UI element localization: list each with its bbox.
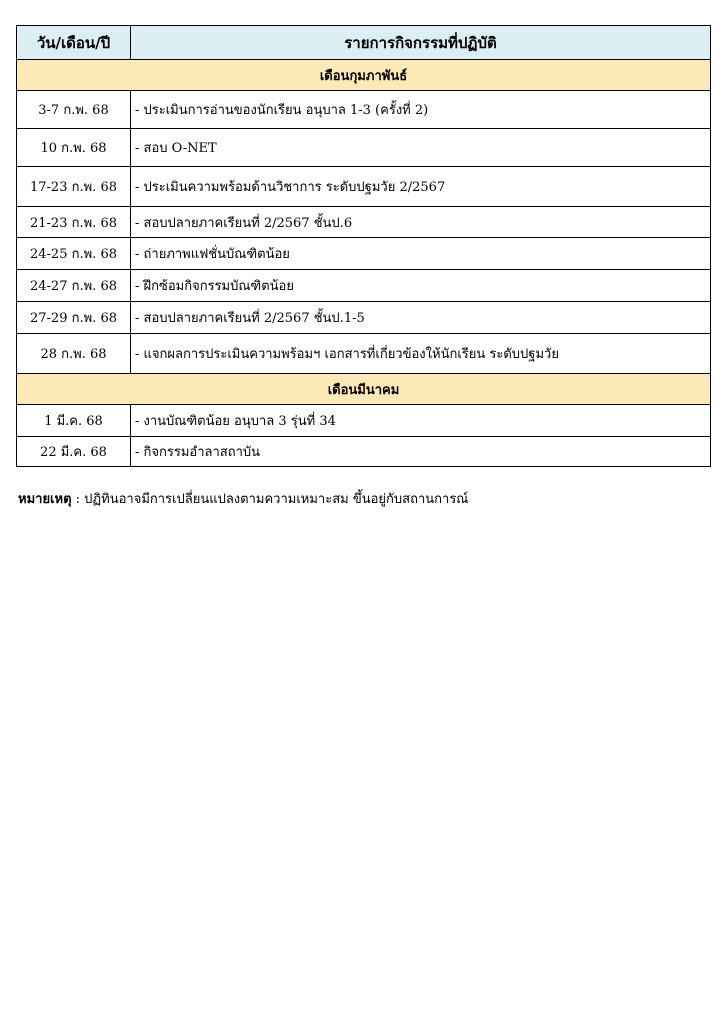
table-row [17,405,711,437]
activity-cell: - ฝึกซ้อมกิจกรรมบัณฑิตน้อย [131,270,711,302]
activity-cell: - ถ่ายภาพแฟชั่นบัณฑิตน้อย [131,238,711,270]
activity-cell: - สอบปลายภาคเรียนที่ 2/2567 ชั้นป.1-5 [131,302,711,334]
date-cell: 21-23 ก.พ. 68 [17,207,131,238]
activity-cell: - กิจกรรมอำลาสถาบัน [131,437,711,467]
activity-cell: - ประเมินการอ่านของนักเรียน อนุบาล 1-3 (ครั้งที่ 2) [131,91,711,129]
schedule-table [16,25,711,467]
table-row [17,207,711,238]
table-row [17,270,711,302]
table-row [17,129,711,167]
header-activity: รายการกิจกรรมที่ปฏิบัติ [131,26,711,60]
header-date: วัน/เดือน/ปี [17,26,131,60]
month-row-february [17,60,711,91]
footnote [18,488,468,509]
date-cell: 24-27 ก.พ. 68 [17,270,131,302]
footnote-label: หมายเหตุ [18,492,72,507]
footnote-text: : ปฏิทินอาจมีการเปลี่ยนแปลงตามความเหมาะสม ขึ้นอยู่กับสถานการณ์ [71,492,469,507]
date-cell: 10 ก.พ. 68 [17,129,131,167]
table-row [17,302,711,334]
date-cell: 24-25 ก.พ. 68 [17,238,131,270]
month-label: เดือนกุมภาพันธ์ [17,60,711,91]
month-label: เดือนมีนาคม [17,374,711,405]
month-row-march [17,374,711,405]
activity-cell: - งานบัณฑิตน้อย อนุบาล 3 รุ่นที่ 34 [131,405,711,437]
table-row [17,91,711,129]
activity-cell: - สอบ O-NET [131,129,711,167]
date-cell: 1 มี.ค. 68 [17,405,131,437]
table-row [17,238,711,270]
date-cell: 22 มี.ค. 68 [17,437,131,467]
date-cell: 3-7 ก.พ. 68 [17,91,131,129]
table-row [17,437,711,467]
table-row [17,334,711,374]
date-cell: 17-23 ก.พ. 68 [17,167,131,207]
activity-cell: - แจกผลการประเมินความพร้อมฯ เอกสารที่เกี่ยวข้องให้นักเรียน ระดับปฐมวัย [131,334,711,374]
table-row [17,167,711,207]
date-cell: 28 ก.พ. 68 [17,334,131,374]
header-row [17,26,711,60]
activity-cell: - ประเมินความพร้อมด้านวิชาการ ระดับปฐมวัย 2/2567 [131,167,711,207]
date-cell: 27-29 ก.พ. 68 [17,302,131,334]
activity-cell: - สอบปลายภาคเรียนที่ 2/2567 ชั้นป.6 [131,207,711,238]
